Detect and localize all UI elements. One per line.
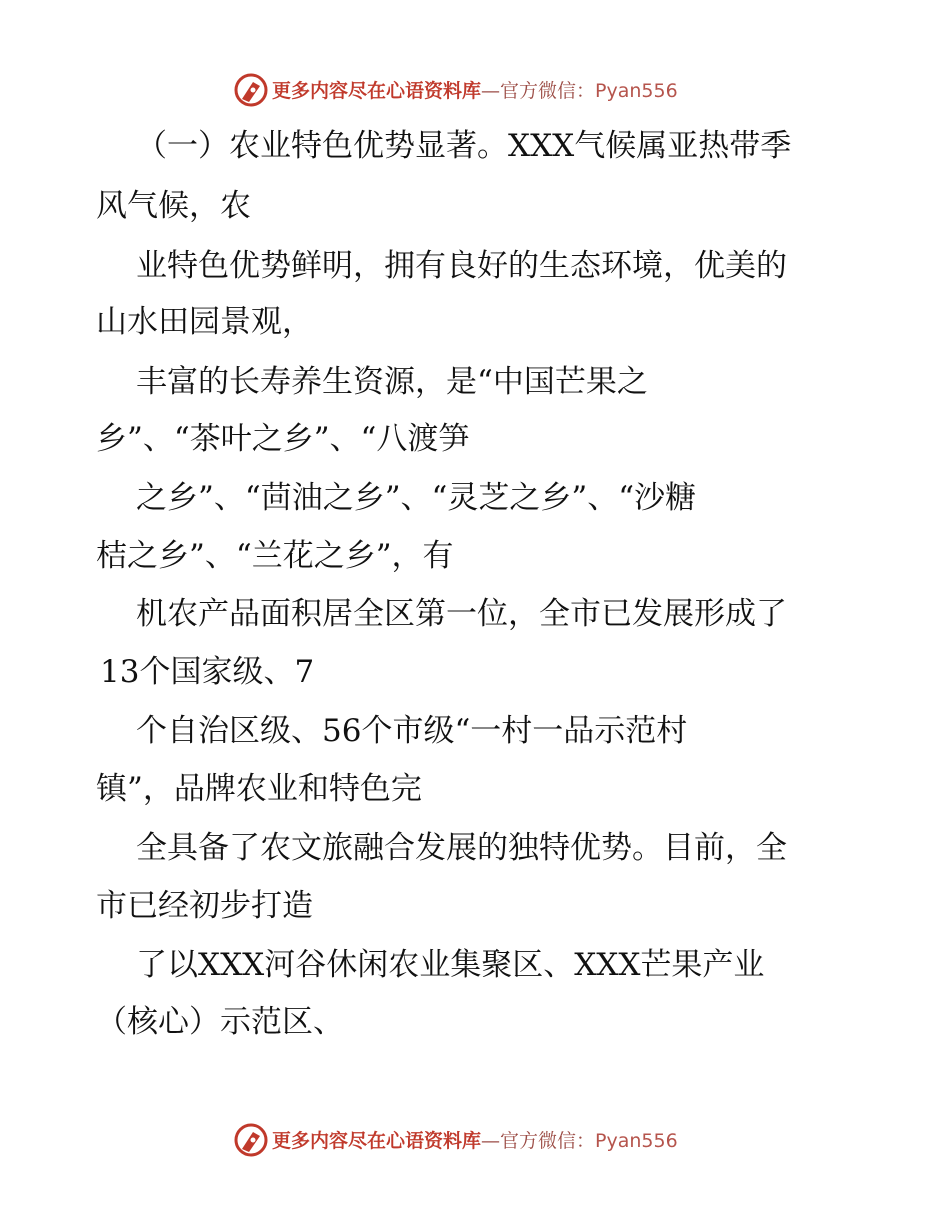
banner-wechat-handle: Pyan556: [595, 80, 678, 102]
banner-title: 更多内容尽在心语资料库: [272, 80, 482, 102]
body-line: 之乡”、“茴油之乡”、“灵芝之乡”、“沙糖: [136, 480, 697, 516]
body-line: 市已经初步打造: [96, 888, 313, 924]
footer-banner: [0, 1120, 950, 1160]
banner-wechat-handle: Pyan556: [595, 1130, 678, 1152]
body-line: 了以XXX河谷休闲农业集聚区、XXX芒果产业: [136, 947, 765, 983]
body-line: 风气候，农: [96, 188, 251, 224]
body-line: 桔之乡”、“兰花之乡”，有: [96, 538, 454, 574]
body-line: 个自治区级、56个市级“一村一品示范村: [136, 713, 688, 749]
body-line: 镇”，品牌农业和特色完: [96, 771, 422, 807]
body-line: （一）农业特色优势显著。XXX气候属亚热带季: [136, 128, 792, 164]
pen-nib-logo-icon: [233, 1122, 269, 1158]
body-line: 业特色优势鲜明，拥有良好的生态环境，优美的: [136, 248, 787, 284]
body-line: 丰富的长寿养生资源，是“中国芒果之: [136, 364, 648, 400]
banner-title: 更多内容尽在心语资料库: [272, 1130, 482, 1152]
body-line: 全具备了农文旅融合发展的独特优势。目前，全: [136, 830, 787, 866]
body-line: 机农产品面积居全区第一位，全市已发展形成了: [136, 596, 787, 632]
body-line: 山水田园景观，: [96, 304, 313, 340]
body-line: 13个国家级、7: [100, 654, 315, 690]
banner-dash-label: —官方微信：: [481, 1130, 596, 1152]
banner-text: [272, 1129, 678, 1153]
body-line: 乡”、“茶叶之乡”、“八渡笋: [96, 421, 470, 457]
body-line: （核心）示范区、: [96, 1004, 344, 1040]
banner-dash-label: —官方微信：: [481, 80, 596, 102]
